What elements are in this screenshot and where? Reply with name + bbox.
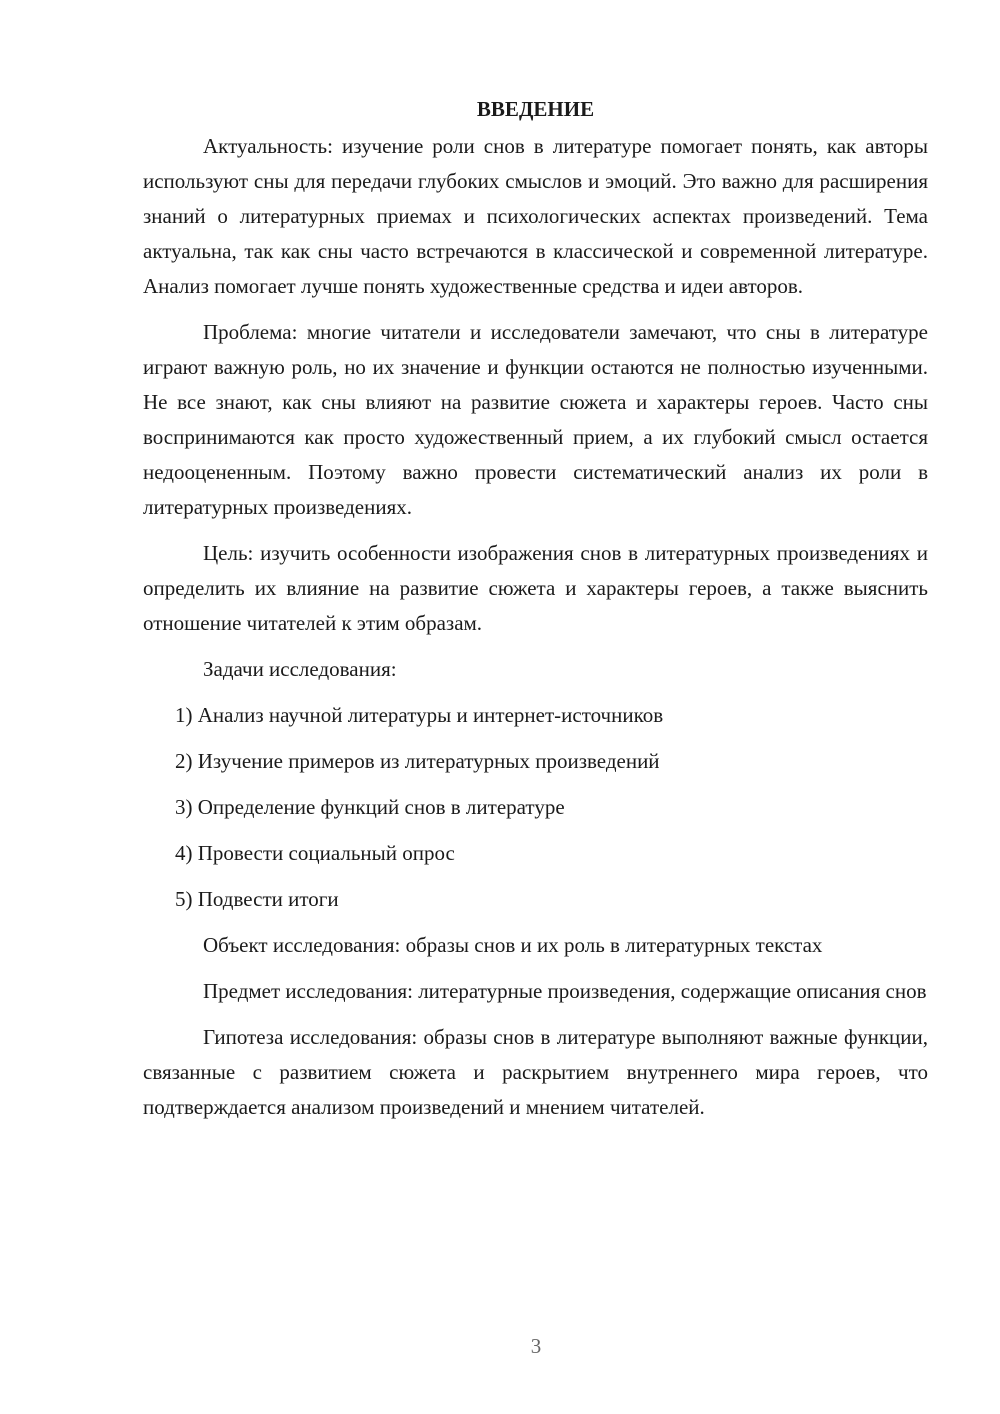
document-page [143,92,928,1136]
goal-paragraph: Цель: изучить особенности изображения снов в литературных произведениях и определить их влияние на развитие сюжета и характеры героев, а также выяснить отношение читателей к этим образам. [143,541,928,635]
page-title: ВВЕДЕНИЕ [476,97,595,121]
task-item: 1) Анализ научной литературы и интернет-источников [175,703,664,727]
hypothesis-paragraph: Гипотеза исследования: образы снов в литературе выполняют важные функции, связанные с развитием сюжета и раскрытием внутреннего мира героев, что подтверждается анализом произведений и мнением читателей. [143,1025,928,1119]
task-item: 2) Изучение примеров из литературных произведений [175,749,660,773]
task-item: 5) Подвести итоги [175,887,339,911]
problem-paragraph: Проблема: многие читатели и исследователи замечают, что сны в литературе играют важную роль, но их значение и функции остаются не полностью изученными. Не все знают, как сны влияют на развитие сюжета и характеры героев. Часто сны воспринимаются как просто художественный прием, а их глубокий смысл остается недооцененным. Поэтому важно провести систематический анализ их роли в литературных произведениях. [143,320,928,519]
tasks-heading: Задачи исследования: [203,657,397,681]
relevance-paragraph: Актуальность: изучение роли снов в литературе помогает понять, как авторы используют сны для передачи глубоких смыслов и эмоций. Это важно для расширения знаний о литературных приемах и психологических аспектах произведений. Тема актуальна, так как сны часто встречаются в классической и современной литературе. Анализ помогает лучше понять художественные средства и идеи авторов. [143,134,928,298]
page-number: 3 [530,1334,542,1358]
task-item: 4) Провести социальный опрос [175,841,455,865]
object-paragraph: Объект исследования: образы снов и их роль в литературных текстах [203,933,823,957]
task-list [143,698,928,917]
subject-paragraph: Предмет исследования: литературные произведения, содержащие описания снов [203,979,927,1003]
task-item: 3) Определение функций снов в литературе [175,795,565,819]
